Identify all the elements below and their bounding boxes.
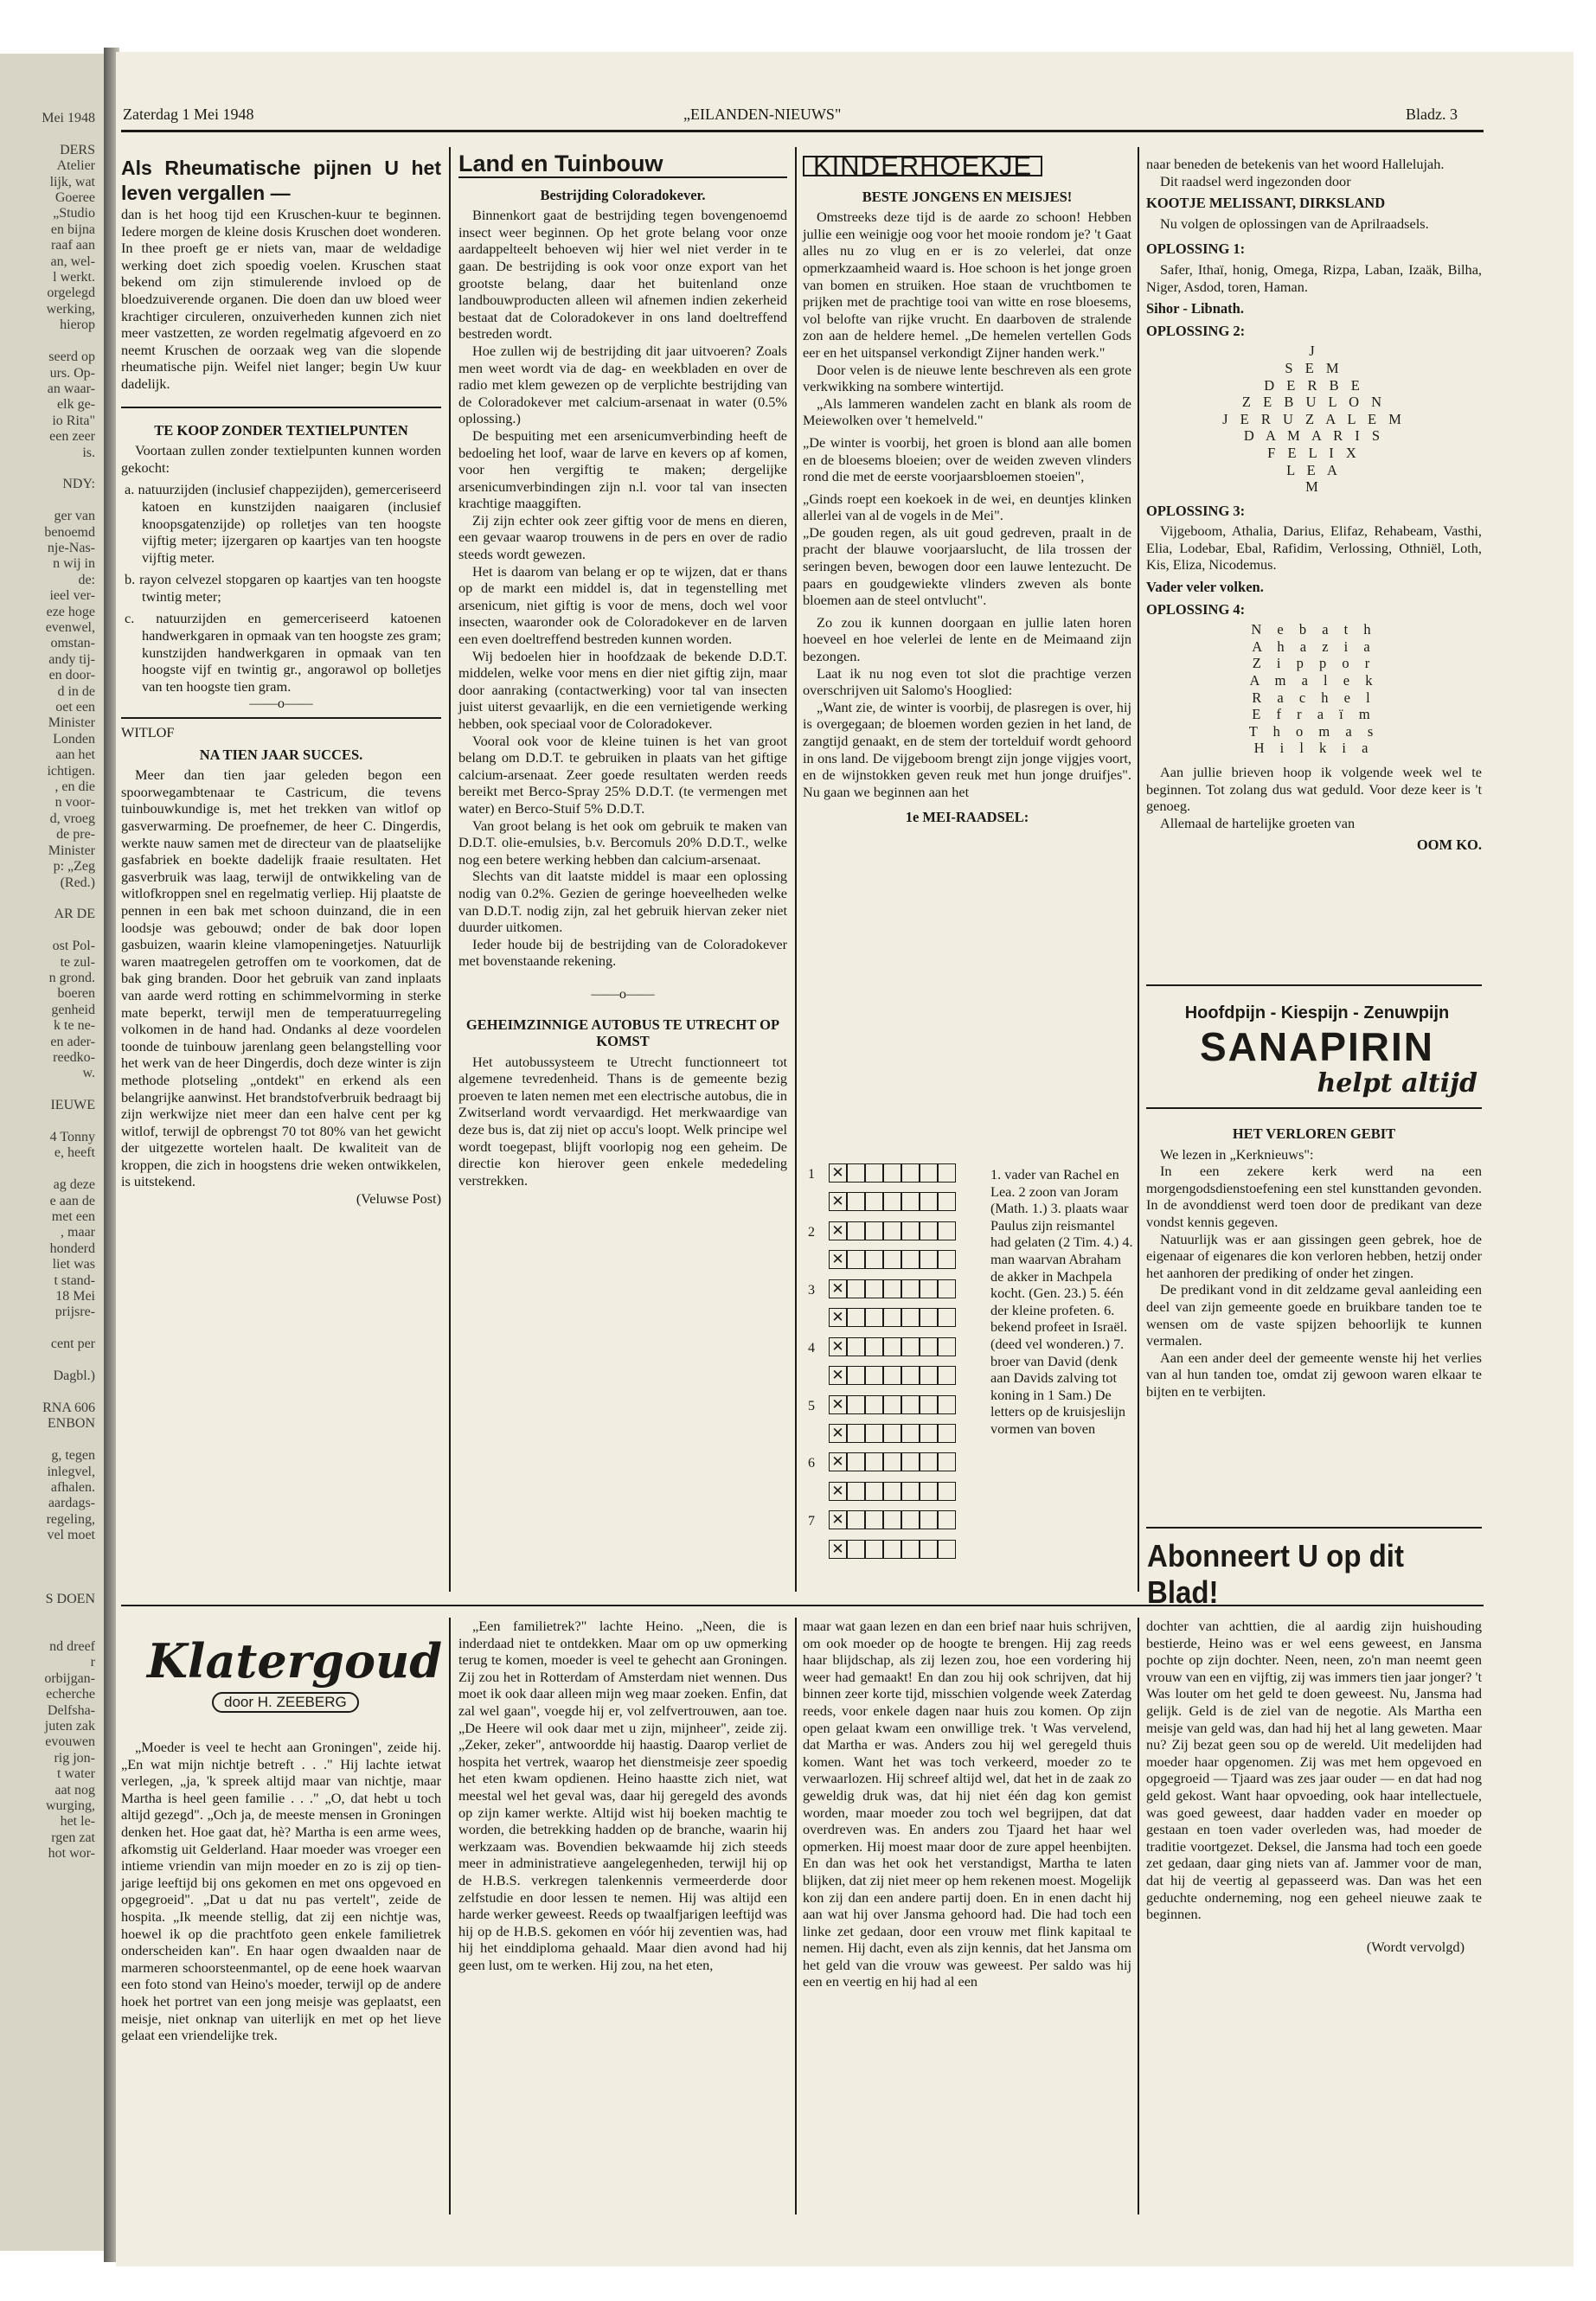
puzzle-cell (938, 1250, 956, 1269)
puzzle-cell (901, 1308, 920, 1327)
puzzle-cell (847, 1395, 865, 1414)
klatergoud-col-2 (458, 1618, 787, 1973)
puzzle-cell (883, 1337, 901, 1356)
rule (1146, 984, 1482, 986)
puzzle-cell (920, 1308, 938, 1327)
puzzle-clues-column (990, 1166, 1133, 1438)
puzzle-cell (865, 1540, 883, 1559)
puzzle-cell (920, 1337, 938, 1356)
kinder-poem-1: „De winter is voorbij, het groen is blond aan alle bomen en de bloesems bloeien; over de weiden zweven vlinders rond die met de eerste voorjaarsbloemen stoeien", (803, 433, 1131, 485)
puzzle-cell (920, 1279, 938, 1298)
puzzle-cell (938, 1540, 956, 1559)
col4-continuation: naar beneden de betekenis van het woord Hallelujah. (1146, 156, 1445, 172)
oplossing1-title: OPLOSSING 1: (1146, 240, 1246, 258)
puzzle-cell (883, 1424, 901, 1443)
column-4 (1146, 156, 1482, 857)
puzzle-cell (920, 1366, 938, 1385)
sanapirin-ad (1157, 1003, 1477, 1099)
puzzle-cell (847, 1163, 865, 1183)
puzzle-cell (901, 1250, 920, 1269)
puzzle-cell (865, 1395, 883, 1414)
column-1 (121, 156, 441, 1208)
oplossing4-row: A h a z i a (1252, 638, 1376, 655)
puzzle-cell-marked: ✕ (829, 1452, 847, 1471)
kinder-p2: Door velen is de nieuwe lente beschreven als een grote verkwikking na sombere wintertijd. (803, 361, 1131, 395)
header-date: Zaterdag 1 Mei 1948 (123, 106, 254, 123)
klatergoud-text: dochter van achttien, die al aardig zijn huishouding bestierde, Heino was er wel eens geweest, en Jansma pochte op zijn dochter. Neen, neen, zo'n man neemt geen vrouw van een en vijftig, zij was immers tien jaar jonger? 't Was louter om het geld te doen geweest. Nu, Jansma had gelijk. Geld is de ziel van de negotie. Als Martha een meisje van geld was, dan had hij het al lang geweten. Maar nu? Zij bezat geen sou op de wereld. Uit medelijden had moeder haar opgenomen. Zij was met hem opgevoed en opgegroeid — Tjaard was zes jaar ouder — en dat had nog geld gekost. Want haar opvoeding, ook haar intellectuele, was goed geweest, daar hadden vader en moeder op gestaan en toen vader overleden was, had moeder de traditie voortgezet. Deksel, die Jansma had toch een goede zet gedaan, daar ging niets van af. Jammer voor de man, dat hij de veertig al gepasseerd was. Dan was het een geduchte onderneming, nog een geheel nieuwe zaak te beginnen. (1146, 1618, 1482, 1923)
oplossing4-row: R a c h e l (1252, 689, 1376, 706)
oplossing2-row: Z E B U L O N (1241, 394, 1387, 411)
col4-raadsel: Dit raadsel werd ingezonden door (1160, 172, 1351, 189)
colorado-p1: Binnenkort gaat de bestrijding tegen bovengenoemd insect weer beginnen. Op het grote belang voor onze aardappelteelt behoeven wij hier wel niet verder in te gaan. De bestrijding is ook voor onze export van het grootste belang, daar het buitenland onze landbouwproducten alleen wil afnemen indien zekerheid bestaat dat de Coloradokever in ons land doeltreffend bestreden wordt. (458, 207, 787, 343)
puzzle-cell (883, 1510, 901, 1529)
puzzle-cell (847, 1510, 865, 1529)
puzzle-cell (938, 1163, 956, 1183)
puzzle-cell (938, 1482, 956, 1501)
puzzle-cell-marked: ✕ (829, 1308, 847, 1327)
column-rule-3 (1138, 147, 1139, 1592)
oplossing4-title: OPLOSSING 4: (1146, 600, 1246, 618)
puzzle-cell (938, 1279, 956, 1298)
klatergoud-col-1 (121, 1739, 441, 2044)
oplossing2-row: J E R U Z A L E M (1222, 410, 1406, 427)
rule (121, 717, 441, 719)
oplossing1-text: Safer, Ithaï, honig, Omega, Rizpa, Laban, Izaäk, Bilha, Niger, Asdod, toren, Haman. (1146, 260, 1482, 295)
puzzle-grid (804, 1163, 990, 1570)
puzzle-cell-marked: ✕ (829, 1279, 847, 1298)
sanapirin-brand: SANAPIRIN (1199, 1024, 1435, 1069)
gebit-headline: HET VERLOREN GEBIT (1232, 1125, 1396, 1142)
klatergoud-title: Klatergoud (147, 1633, 442, 1689)
rheuma-headline: Als Rheumatische pijnen U het leven vergallen — (121, 157, 441, 204)
puzzle-row-number: 2 (808, 1224, 815, 1240)
closing-text: Aan jullie brieven hoop ik volgende week wel te beginnen. Tot zolang dus wat geduld. Voor deze keer is 't genoeg. (1146, 764, 1482, 815)
puzzle-cell (883, 1250, 901, 1269)
rule (1146, 1107, 1482, 1109)
oplossing3-text: Vijgeboom, Athalia, Darius, Elifaz, Rehabeam, Vasthi, Elia, Lodebar, Ebal, Rafidim, Verlossing, Othniël, Loth, Kis, Eliza, Nicodemus. (1146, 522, 1482, 574)
kinder-p1: Omstreeks deze tijd is de aarde zo schoon! Hebben jullie een weinigje oog voor het mooie rondom je? 't Gaat alles nu zo vlug en er is zo velerlei, dat onze opmerkzaamheid waard is. Hoe schoon is het jonge groen van bomen en struiken. Hoe staan de vruchtbomen te prijken met de prachtige tooi van witte en rose bloesems, vol belofte van rijke vrucht. En daarboven de stralende zon aan de heldere hemel. „De hemelen vertellen Gods eer en het uitspansel verkondigt Zijner handen werk." (803, 208, 1131, 361)
colorado-p9: Slechts van dit laatste middel is maar een oplossing nodig van 0.2%. Gezien de geringe hoeveelheden welke van D.D.T. nodig zijn, zal het gebruik hiervan zeker niet duurder uitkomen. (458, 868, 787, 936)
gebit-p2: In een zekere kerk werd na een morgengodsdienstoefening een stel kunsttanden gevonden. In de avonddienst werd toen door de predikant van deze vondst kennis gegeven. (1146, 1163, 1482, 1230)
gebit-p3: Natuurlijk was er aan gissingen geen gebrek, hoe de eigenaar of eigenares die kon verloren hebben, hetzij onder het aanhoren der prediking of onder het zingen. (1146, 1230, 1482, 1281)
klatergoud-col-3 (803, 1618, 1131, 1990)
puzzle-cell (865, 1308, 883, 1327)
previous-page-edge (0, 54, 111, 2251)
puzzle-cell-marked: ✕ (829, 1337, 847, 1356)
puzzle-cell (883, 1452, 901, 1471)
col4-volgen: Nu volgen de oplossingen van de Aprilraadsels. (1160, 215, 1429, 232)
sanapirin-slogan: helpt altijd (1317, 1068, 1477, 1099)
puzzle-cell (920, 1163, 938, 1183)
oplossing2-row: D E R B E (1264, 376, 1364, 394)
gebit-p5: Aan een ander deel der gemeente wenste hij het verlies van al hun tanden toe, omdat zij gewoon waren elkaar te bijten en te verbijten. (1146, 1349, 1482, 1400)
header-paper-name: „EILANDEN-NIEUWS" (683, 106, 842, 123)
puzzle-cell (865, 1192, 883, 1211)
puzzle-cell (920, 1510, 938, 1529)
kinder-salutation: BESTE JONGENS EN MEISJES! (862, 188, 1073, 205)
puzzle-cell (920, 1452, 938, 1471)
puzzle-row-number: 1 (808, 1167, 815, 1182)
puzzle-cell (920, 1540, 938, 1559)
klatergoud-text: „Moeder is veel te hecht aan Groningen", zeide hij. „En wat mijn nichtje betreft . . ." Hij lachte ietwat verlegen, „ja, 'k spreek altijd maar van nichtje, maar Martha is heel geen familie . . ." „O, dat hebt u toch altijd gezegd". „Och ja, de meeste mensen in Groningen denken het. Hoe gaat dat, hè? Martha is een arme wees, afkomstig uit Gelderland. Haar moeder was vroeger een intieme vriendin van mijn moeder en zo is zij op tien-jarige leeftijd bij ons gekomen en met ons opgevoed en opgegroeid". „Dat u dat nu pas vertelt", zeide de hospita. „Ik meende stellig, dat zij een nichtje was, hoewel ik op die prachtfoto geen enkele familietrek onderscheiden kan". En haar ogen dwaalden naar de marmeren schoorsteenmantel, op de eene hoek waarvan een foto stond van Heino's moeder, terwijl op de andere hoek het portret van een jong meisje was geplaatst, een meisje, niet onknap van uiterlijk en met op het lieve gelaat een vriendelijke trek. (121, 1739, 441, 2044)
closing-greeting: Allemaal de hartelijke groeten van (1160, 814, 1356, 831)
puzzle-cell (938, 1395, 956, 1414)
puzzle-row-number: 5 (808, 1398, 815, 1413)
colorado-p2: Hoe zullen wij de bestrijding dit jaar uitvoeren? Zoals men weet wordt via de dag- en weekbladen en over de radio met klem gewezen op de verplichte bestrijding van de Coloradokever met calcium-arsenaat in water (0.5% oplossing.) (458, 342, 787, 427)
klatergoud-col-4 (1146, 1618, 1482, 1955)
puzzle-cell (847, 1250, 865, 1269)
oplossing2-row: L E A (1286, 461, 1342, 478)
puzzle-cell (920, 1482, 938, 1501)
puzzle-cell (901, 1366, 920, 1385)
puzzle-cell (938, 1192, 956, 1211)
oplossing4-row: N e b a t h (1251, 621, 1377, 638)
puzzle-cell (847, 1540, 865, 1559)
sanapirin-tagline: Hoofdpijn - Kiespijn - Zenuwpijn (1184, 1003, 1450, 1022)
puzzle-cell-marked: ✕ (829, 1395, 847, 1414)
land-tuinbouw-title: Land en Tuinbouw (458, 156, 787, 178)
separator: ——o—— (591, 984, 655, 1002)
puzzle-cell (920, 1221, 938, 1240)
column-rule-6 (1138, 1618, 1139, 2214)
column-rule-2 (795, 147, 797, 1592)
gebit-p1: We lezen in „Kerknieuws": (1160, 1145, 1314, 1163)
puzzle-cell (865, 1337, 883, 1356)
column-rule-1 (449, 147, 451, 1592)
puzzle-cell-marked: ✕ (829, 1221, 847, 1240)
oplossing2-row: M (1305, 478, 1323, 496)
klatergoud-text: maar wat gaan lezen en dan een brief naar huis schrijven, om ook moeder op de hoogte te brengen. Hij zag reeds haar blijdschap, als zij lezen zou, hoe een vordering hij weer had gemaakt! En dan zou hij ook schrijven, dat hij binnen zeer korte tijd, misschien volgende week Zaterdag reeds, voor enkele dagen naar huis zou komen. Op zijn open gelaat kwam een onwillige trek. 't Was vervelend, dat Martha er was. Anders zou hij wel geregeld thuis komen. Want het was toch verkeerd, moeder zo te verwaarlozen. Hij schreef altijd wel, dat het in de zaak zo geweldig druk was, dat hij niet één dag kon gemist worden, maar moeder zou toch wel begrijpen, dat dat overdreven was. En anders zou Tjaard het haar wel opmerken. Hij moest maar door de zure appel heenbijten. En dan was het ook het verstandigst, Martha te laten blijken, dat zij niet meer op hem rekenen moest. Mogelijk kon zij dan een andere partij doen. En in enen dacht hij aan wat hij over Jansma gehoord had. Die had toch een linke zet gedaan, door een vrouw met flink kapitaal te nemen. Hij dacht, even als zijn kennis, dat het Jansma om het geld van die vrouw was geweest. Per saldo was hij een en veertig en hij had al een (803, 1618, 1131, 1990)
oplossing2-row: J (1309, 343, 1319, 360)
puzzle-cell (847, 1366, 865, 1385)
puzzle-cell-marked: ✕ (829, 1482, 847, 1501)
colorado-headline: Bestrijding Coloradokever. (540, 186, 706, 203)
textiel-item-c: c. natuurzijden en gemerceriseerd katoenen handwerkgaren in opmaak van ten hoogste zes gram; kunstzijden handwerkgaren in opmaak van ten hoogste vijf en twintig gr., angorawol op bolletjes van ten hoogste tien gram. (125, 610, 441, 695)
oplossing4-row: Z i p p o r (1252, 655, 1376, 672)
puzzle-cell (883, 1540, 901, 1559)
oplossing1-extra: Sihor - Libnath. (1146, 300, 1244, 317)
puzzle-cell (847, 1192, 865, 1211)
puzzle-cell (901, 1510, 920, 1529)
puzzle-cell-marked: ✕ (829, 1540, 847, 1559)
autobus-body: Het autobussysteem te Utrecht functionneert tot algemene tevredenheid. Thans is de gemeente bezig proeven te laten nemen met een electrische autobus, die in Zwitserland wordt vervaardigd. Het merkwaardige van deze bus is, dat zij niet op accu's loopt. Welk principe wel wordt toegepast, blijft voorlopig nog een geheim. De directie kon hierover geen enkele mededeling verstrekken. (458, 1053, 787, 1189)
puzzle-cell (901, 1337, 920, 1356)
oplossing2-row: S E M (1285, 359, 1343, 376)
puzzle-cell (920, 1250, 938, 1269)
klatergoud-byline: door H. ZEEBERG (212, 1692, 359, 1713)
puzzle-cell (883, 1482, 901, 1501)
textiel-item-a: a. natuurzijden (inclusief chappezijden), gemerceriseerd katoen en kunstzijden naaigaren (inclusief knoopsgatenzijde) op rolletjes van ten hoogste vijftig meter; ijzergaren op kaartjes van ten hoogste vijftig meter. (125, 481, 441, 566)
puzzle-cell (938, 1510, 956, 1529)
witlof-kicker: WITLOF (121, 724, 175, 741)
puzzle-cell (920, 1424, 938, 1443)
textiel-item-b: b. rayon celvezel stopgaren op kaartjes van ten hoogste twintig meter; (125, 571, 441, 605)
puzzle-cell (901, 1221, 920, 1240)
puzzle-cell-marked: ✕ (829, 1424, 847, 1443)
puzzle-cell (865, 1250, 883, 1269)
puzzle-cell (847, 1221, 865, 1240)
header-rule (121, 130, 1484, 132)
kinder-p4: Zo zou ik kunnen doorgaan en jullie laten horen hoeveel en hoe velerlei de lente en de Meimaand zijn bezongen. (803, 613, 1131, 665)
puzzle-cell-marked: ✕ (829, 1250, 847, 1269)
puzzle-cell (901, 1424, 920, 1443)
puzzle-cell (938, 1337, 956, 1356)
colorado-p5: Het is daarom van belang er op te wijzen, dat er thans op de markt een middel is, dat in tegenstelling met arsenicum, niet giftig is voor de mens, doch wel voor insecten, waaronder ook de Coloradokever en de larven een even doeltreffend bestreden kunnen worden. (458, 562, 787, 648)
oplossing3-extra: Vader veler volken. (1146, 579, 1264, 596)
puzzle-cell-marked: ✕ (829, 1510, 847, 1529)
kinder-p3: „Als lammeren wandelen zacht en blank als room de Meiewolken over 't hemelveld." (803, 394, 1131, 429)
kinder-poem-3: „De gouden regen, als uit goud gedreven, praalt in de pracht der blauwe voorjaarslucht, de lila trossen der seringen beven, bewogen door een lauwe lentezucht. De paars en goudgewiekte vlinders zweven als bonte bloemen aan de steel ontvlucht". (803, 523, 1131, 609)
witlof-headline: NA TIEN JAAR SUCCES. (199, 746, 363, 763)
column-3 (803, 151, 1131, 830)
puzzle-cell-marked: ✕ (829, 1192, 847, 1211)
puzzle-cell (938, 1366, 956, 1385)
puzzle-cell-marked: ✕ (829, 1366, 847, 1385)
puzzle-cell (865, 1279, 883, 1298)
puzzle-cell (901, 1395, 920, 1414)
colorado-p8: Van groot belang is het ook om gebruik te maken van D.D.T. olie-emulsies, b.v. Bercomuls 20% D.D.T., welke nog een betere werking hebben dan calcium-arsenaat. (458, 817, 787, 868)
witlof-body: Meer dan tien jaar geleden begon een spoorwegambtenaar te Castricum, die tevens tuinbouwkundige is, met het trekken van witlof op gasverwarming. De proefnemer, de heer C. Dingerdis, werkte nauw samen met de directeur van de plaatselijke gasfabriek en boekte dadelijk fraaie resultaten. Het gasverbruik was laag, terwijl de ontwikkeling van de witlofkroppen snel en regelmatig verliep. Hij plaatste de pennen in een bak met schoon duinzand, die in een loodsje was gebouwd; onder de bak door lopen gasbuizen, waarin kleine vlamopeningetjes. Natuurlijk waren maatregelen getroffen om te voorkomen, dat de bak ging branden. Door het gebruik van zand inplaats van aarde werd rotting en schimmelvorming in sterke mate beperkt, terwijl men de temperatuurregeling volkomen in de hand had. Ondanks al deze voordelen toonde de tuinbouw jarenlang geen belangstelling voor het werk van de heer Dingerdis, doch deze winter is zijn methode plotseling „ontdekt" en erkend als een belangrijke aanwinst. Het brandstofverbruik bedraagt bij zijn werkwijze niet meer dan een halve cent per kg witlof, terwijl de opbrengst 70 tot 80% van het gewicht der uitgezette wortelen haalt. De kwaliteit van de kroppen, die zich in hoogstens drie weken ontwikkelen, is uitstekend. (121, 766, 441, 1190)
kinder-poem-2: „Ginds roept een koekoek in de wei, en deuntjes klinken allerlei van al de vogels in de Mei". (803, 490, 1131, 524)
oplossing4-row: T h o m a s (1248, 722, 1380, 740)
puzzle-cell (847, 1452, 865, 1471)
kootje-name: KOOTJE MELISSANT, DIRKSLAND (1146, 195, 1386, 212)
puzzle-cell (865, 1221, 883, 1240)
puzzle-cell (901, 1452, 920, 1471)
textiel-intro: Voortaan zullen zonder textielpunten kunnen worden gekocht: (121, 442, 441, 476)
column-2 (458, 151, 787, 1189)
puzzle-cell (847, 1424, 865, 1443)
puzzle-cell (938, 1308, 956, 1327)
kinder-p6: „Want zie, de winter is voorbij, de plasregen is over, hij is overgegaan; de bloemen worden gezien in het land, de zangtijd genaakt, en de stem der tortelduif wordt gehoord in ons land. De vijgeboom brengt zijn jonge vijgjes voort, en de wijnstokken geven reuk met hun jonge druifjes". Nu gaan we beginnen aan het (803, 698, 1131, 800)
puzzle-cell (938, 1424, 956, 1443)
column-rule-4 (449, 1618, 451, 2214)
separator: ——o—— (249, 695, 313, 712)
puzzle-row-number: 4 (808, 1340, 815, 1356)
puzzle-cell (920, 1192, 938, 1211)
oplossing2-list (1146, 343, 1482, 495)
puzzle-cell (865, 1424, 883, 1443)
puzzle-row-number: 3 (808, 1282, 815, 1298)
klatergoud-header (147, 1633, 442, 1713)
puzzle-cell (901, 1163, 920, 1183)
rule (1146, 1527, 1482, 1529)
oplossing4-row: H i l k i a (1253, 740, 1375, 757)
klatergoud-text: „Een familietrek?" lachte Heino. „Neen, die is inderdaad niet te ontdekken. Maar om op uw opmerking terug te komen, moeder is veel te gehecht aan Groningen. Zij zou het in Rotterdam of Amsterdam niet wennen. Dus moet ik ook daar alleen mijn weg maar zoeken. Enfin, dat zal wel gaan", voegde hij er, vol zelfvertrouwen, aan toe. „De Heere wil ook daar met u zijn, mijnheer", zeide zij. „Zeker, zeker", antwoordde hij haastig. Daarop verliet de hospita het vertrek, waarop het dienstmeisje zeer spoedig het eten kwam opdienen. Heino haastte zich niet, wat meestal wel het geval was, daar hij geregeld des avonds op zijn kamer werkte. Altijd wist hij boeken machtig te worden, die betrekking hadden op de branche, waarin hij werkzaam was. Bovendien bekwaamde hij zich steeds meer in administratieve aangelegenheden, terwijl hij op de H.B.S. verkregen talenkennis vermeerderde door zelfstudie en door lessen te nemen. Hij was altijd een harde werker geweest. Reeds op twaalfjarigen leeftijd was hij op de H.B.S. gekomen en vóór hij zeventien was, had hij het einddiploma gehaald. Maar dien avond had hij geen lust, om te werken. Hij zou, na het eten, (458, 1618, 787, 1973)
header-page-number: Bladz. 3 (1406, 106, 1458, 123)
oplossing4-list (1146, 621, 1482, 757)
witlof-source: (Veluwse Post) (356, 1190, 441, 1208)
puzzle-cell (901, 1279, 920, 1298)
puzzle-cell (883, 1221, 901, 1240)
puzzle-cell (901, 1482, 920, 1501)
puzzle-cell (847, 1279, 865, 1298)
oplossing2-row: D A M A R I S (1243, 427, 1385, 445)
puzzle-cell (883, 1308, 901, 1327)
gebit-p4: De predikant vond in dit zeldzame geval aanleiding een deel van zijn gemeente goede en bruikbare tanden toe te wensen om de vaste spijzen behoorlijk te kunnen vermalen. (1146, 1281, 1482, 1349)
oplossing3-title: OPLOSSING 3: (1146, 502, 1246, 519)
textiel-headline: TE KOOP ZONDER TEXTIELPUNTEN (154, 421, 408, 439)
oplossing4-row: A m a l e k (1249, 672, 1379, 689)
puzzle-cell (865, 1452, 883, 1471)
oplossing4-row: E f r a ï m (1252, 706, 1376, 723)
colorado-p3: De bespuiting met een arsenicumverbinding heeft de bedoeling het loof, waar de larve en kevers op af komen, voor hen vergiftig te maken; dergelijke arsenicumverbindingen zijn n.l. voor tal van insecten krachtige maaggiften. (458, 426, 787, 512)
puzzle-cell (847, 1482, 865, 1501)
abonneer-ad: Abonneert U op dit Blad! (1147, 1538, 1404, 1610)
oplossing2-title: OPLOSSING 2: (1146, 322, 1246, 339)
oplossing2-row: F E L I X (1267, 444, 1361, 461)
puzzle-row-number: 6 (808, 1456, 815, 1471)
puzzle-cell (865, 1366, 883, 1385)
puzzle-cell (901, 1540, 920, 1559)
autobus-headline: GEHEIMZINNIGE AUTOBUS TE UTRECHT OP KOMST (465, 1016, 780, 1050)
puzzle-clues: 1. vader van Rachel en Lea. 2 zoon van Joram (Math. 1.) 3. plaats waar Paulus zijn reismantel had gelaten (2 Tim. 4.) 4. man waarvan Abraham de akker in Machpela kocht. (Gen. 23.) 5. één der kleine profeten. 6. bekend profeet in Israël. (deed vel wonderen.) 7. broer van David (denk aan Davids zalving tot koning in 1 Sam.) De letters op de kruisjeslijn vormen van boven (990, 1166, 1133, 1437)
rheuma-body: dan is het hoog tijd een Kruschen-kuur te beginnen. Iedere morgen de kleine dosis Kruschen doet wonderen. In thee proeft ge er niets van, maar de weldadige werking doet zich spoedig voelen. Kruschen staat bekend om zijn stimulerende invloed op de bloedzuiverende organen. Die doen dan uw bloed weer krachtiger circuleren, onzuiverheden kunnen zich niet meer vastzetten, ze worden regelmatig afgevoerd en zo neemt Kruschen de oorzaak weg van die slopende rheumatische pijn. Weifel niet langer; begin Uw kuur dadelijk. (121, 206, 441, 392)
oom-ko-signature: OOM KO. (1416, 836, 1482, 854)
previous-page-text: Mei 1948 DERS Atelier lijk, wat Goeree „Studio en bijna raaf aan an, wel- l werkt. orgelegd werking, hierop seerd op urs. Op- an waar- elk ge- io Rita" een zeer is. NDY: ger van benoemd nje-Nas- n wij in de: ieel ver- eze hoge evenwel, omstan- andy tij- en door- d in de oet een Minister Londen aan het ichtigen. , en die n voor- d, vroeg de pre- Minister p: „Zeg (Red.) AR DE ost Pol- te zul- n grond. boeren genheid k te ne- en ader- reedko- w. IEUWE 4 Tonny e, heeft ag deze e aan de met een , maar honderd liet was t stand- 18 Mei prijsre- cent per Dagbl.) RNA 606 ENBON g, tegen inlegvel, afhalen. aardags- regeling, vel moet S DOEN nd dreef r orbijgan- echerche Delfsha- juten zak evouwen rig jon- t water aat nog wurging, het le- rgen zat hot wor- (42, 111, 95, 1862)
puzzle-row-number: 7 (808, 1514, 815, 1529)
puzzle-cell (920, 1395, 938, 1414)
colorado-p10: Ieder houde bij de bestrijding van de Coloradokever met bovenstaande rekening. (458, 935, 787, 970)
colorado-p6: Wij bedoelen hier in hoofdzaak de bekende D.D.T. middelen, welke voor mens en dier niet giftig zijn, maar door aanraking (contactwerking) voor tal van insecten juist uiterst gevaarlijk, en die een vernietigende werking hebben, ook speciaal voor de Coloradokever. (458, 647, 787, 732)
colorado-p7: Vooral ook voor de kleine tuinen is het van groot belang om D.D.T. te gebruiken in plaats van het giftige calcium-arsenaat. Zeer goede resultaten werden reeds bereikt met Berco-Spray 25% D.D.T. (te vermengen met water) en Berco-Stuif 5% D.D.T. (458, 732, 787, 817)
puzzle-cell (901, 1192, 920, 1211)
kinderhoekje-title: KINDERHOEKJE (803, 156, 1042, 176)
colorado-p4: Zij zijn echter ook zeer giftig voor de mens en dieren, een gevaar waarop trouwens in de pers en over de radio steeds wordt gewezen. (458, 511, 787, 563)
puzzle-cell (847, 1337, 865, 1356)
puzzle-cell (938, 1452, 956, 1471)
wordt-vervolgd: (Wordt vervolgd) (1366, 1938, 1465, 1955)
puzzle-cell (938, 1221, 956, 1240)
puzzle-cell (865, 1510, 883, 1529)
puzzle-cell (847, 1308, 865, 1327)
puzzle-cell (883, 1192, 901, 1211)
puzzle-cell (883, 1163, 901, 1183)
puzzle-cell-marked: ✕ (829, 1163, 847, 1183)
puzzle-cell (865, 1163, 883, 1183)
puzzle-cell (883, 1395, 901, 1414)
puzzle-cell (883, 1279, 901, 1298)
kinder-p5: Laat ik nu nog even tot slot die prachtige verzen overschrijven uit Salomo's Hooglied: (803, 664, 1131, 699)
rule (121, 407, 441, 408)
puzzle-cell (883, 1366, 901, 1385)
meiraadsel-headline: 1e MEI-RAADSEL: (905, 809, 1029, 826)
gebit-article (1146, 1120, 1482, 1400)
puzzle-cell (865, 1482, 883, 1501)
column-rule-5 (795, 1618, 797, 2214)
